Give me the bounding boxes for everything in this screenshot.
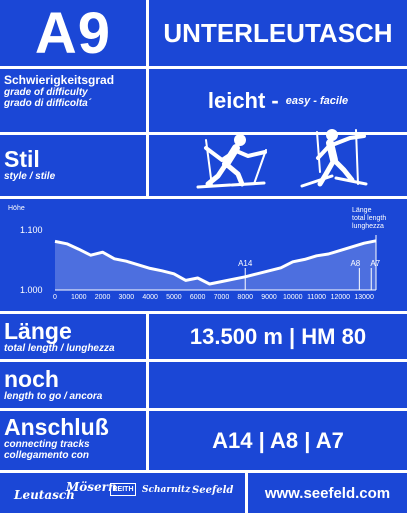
connections-label-sub1: connecting tracks — [4, 439, 90, 450]
logo-reith: REITH — [110, 483, 136, 496]
connections-label-main: Anschluß — [4, 414, 109, 440]
x-tick-label: 4000 — [142, 294, 158, 301]
website-link[interactable]: www.seefeld.com — [264, 484, 391, 502]
difficulty-label-de: Schwierigkeitsgrad — [4, 73, 115, 87]
difficulty-value-de: leicht - — [207, 87, 279, 113]
connections-value: A14 | A8 | A7 — [212, 427, 344, 453]
x-tick-label: 8000 — [237, 294, 254, 301]
connections-label — [4, 411, 146, 470]
profile-right-label-1: Länge — [352, 207, 372, 214]
length-label-main: Länge — [4, 318, 72, 344]
logo-scharnitz: Scharnitz — [142, 485, 191, 495]
marker-label: A8 — [350, 259, 361, 268]
elevation-chart — [0, 199, 407, 311]
profile-right-label-2: total length — [352, 215, 387, 222]
y-tick-label: 1.100 — [20, 225, 43, 235]
trail-name: UNTERLEUTASCH — [163, 17, 393, 48]
remaining-label-sub: length to go / ancora — [4, 391, 103, 402]
skating-skier-icon — [296, 126, 372, 192]
connections-label-sub2: collegamento con — [4, 450, 90, 461]
x-tick-label: 10000 — [283, 294, 303, 301]
difficulty-value — [149, 69, 407, 132]
length-value: 13.500 m | HM 80 — [189, 323, 367, 349]
elevation-profile — [0, 199, 407, 311]
x-tick-label: 6000 — [189, 294, 206, 301]
style-label — [4, 135, 146, 196]
x-tick-label: 0 — [53, 294, 57, 301]
x-tick-label: 12000 — [330, 294, 351, 301]
remaining-label — [4, 362, 146, 408]
logo-seefeld: Seefeld — [192, 485, 234, 496]
marker-label: A7 — [370, 259, 381, 268]
difficulty-label-it: grado di difficolta´ — [4, 98, 92, 109]
difficulty-label — [4, 69, 146, 132]
logo-moesern: Mösern — [66, 480, 117, 494]
length-label — [4, 314, 146, 359]
logo-leutasch — [14, 480, 75, 502]
difficulty-label-en: grade of difficulty — [4, 87, 88, 98]
length-label-sub: total length / lunghezza — [4, 343, 115, 354]
x-tick-label: 9000 — [261, 294, 277, 301]
marker-label: A14 — [238, 259, 253, 268]
classic-skier-icon — [190, 130, 280, 194]
x-tick-label: 2000 — [94, 294, 111, 301]
style-label-sub: style / stile — [4, 171, 56, 182]
remaining-value — [149, 362, 407, 408]
style-label-main: Stil — [4, 146, 40, 172]
logo-leutasch-text: Leutasch — [14, 488, 75, 502]
x-tick-label: 7000 — [213, 294, 230, 301]
remaining-label-main: noch — [4, 366, 59, 392]
x-tick-label: 3000 — [118, 294, 135, 301]
difficulty-value-en-it: easy - facile — [285, 94, 349, 107]
y-tick-label: 1.000 — [20, 285, 43, 295]
x-tick-label: 13000 — [354, 294, 374, 301]
x-tick-label: 5000 — [166, 294, 182, 301]
x-tick-label: 11000 — [307, 294, 327, 301]
x-tick-label: 1000 — [70, 294, 87, 301]
trail-number: A9 — [34, 0, 112, 66]
profile-right-label-3: lunghezza — [352, 223, 384, 230]
profile-y-label: Höhe — [8, 205, 25, 212]
